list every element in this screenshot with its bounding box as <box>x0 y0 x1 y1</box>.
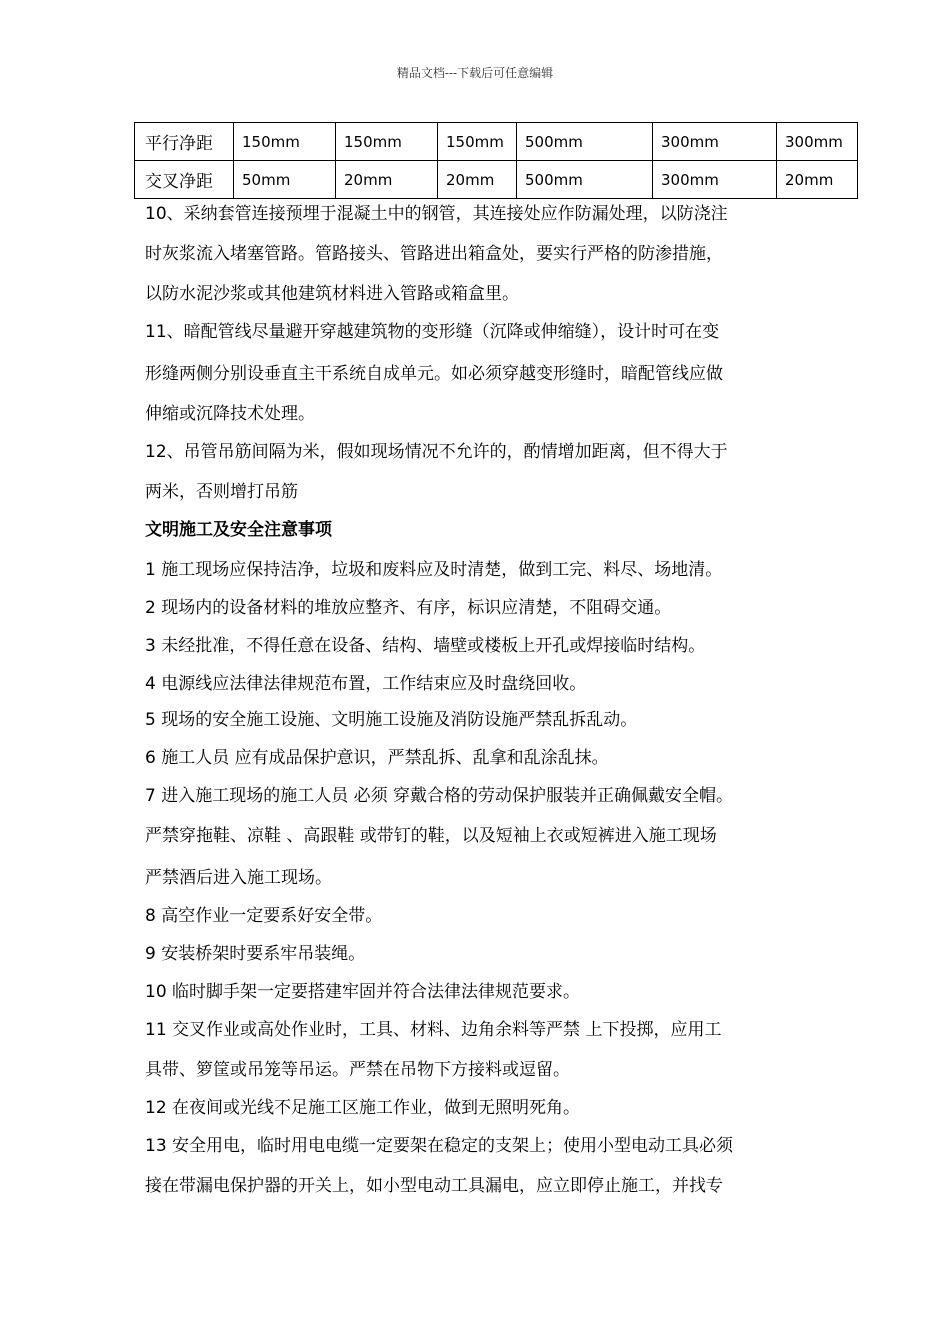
table-cell: 500mm <box>517 161 653 199</box>
table-cell: 20mm <box>336 161 438 199</box>
spacing-table <box>134 122 858 199</box>
paragraph-line: 11、暗配管线尽量避开穿越建筑物的变形缝（沉降或伸缩缝），设计时可在变 <box>145 322 720 342</box>
paragraph-line: 严禁穿拖鞋、凉鞋 、高跟鞋 或带钉的鞋，以及短袖上衣或短裤进入施工现场 <box>145 826 717 846</box>
table-cell: 20mm <box>438 161 517 199</box>
table-cell: 150mm <box>438 123 517 161</box>
paragraph-line: 12 在夜间或光线不足施工区施工作业，做到无照明死角。 <box>145 1098 581 1118</box>
paragraph-line: 6 施工人员 应有成品保护意识，严禁乱拆、乱拿和乱涂乱抹。 <box>145 748 609 768</box>
paragraph-line: 9 安装桥架时要系牢吊装绳。 <box>145 944 366 964</box>
table-cell: 300mm <box>653 123 777 161</box>
paragraph-line: 10、采纳套管连接预埋于混凝土中的钢管，其连接处应作防漏处理，以防浇注 <box>145 204 728 224</box>
paragraph-line: 2 现场内的设备材料的堆放应整齐、有序，标识应清楚，不阻碍交通。 <box>145 598 672 618</box>
paragraph-line: 3 未经批准，不得任意在设备、结构、墙壁或楼板上开孔或焊接临时结构。 <box>145 636 706 656</box>
table-cell: 300mm <box>777 123 858 161</box>
row-label: 平行净距 <box>135 123 234 161</box>
row-label: 交叉净距 <box>135 161 234 199</box>
paragraph-line: 两米，否则增打吊筋 <box>145 482 298 502</box>
paragraph-line: 7 进入施工现场的施工人员 必须 穿戴合格的劳动保护服装并正确佩戴安全帽。 <box>145 786 734 806</box>
paragraph-line: 时灰浆流入堵塞管路。管路接头、管路进出箱盒处，要实行严格的防渗措施， <box>145 244 723 264</box>
paragraph-line: 8 高空作业一定要系好安全带。 <box>145 906 383 926</box>
paragraph-line: 13 安全用电，临时用电电缆一定要架在稳定的支架上；使用小型电动工具必须 <box>145 1136 734 1156</box>
table-cell: 150mm <box>234 123 336 161</box>
table-row <box>135 123 858 161</box>
paragraph-line: 1 施工现场应保持洁净，垃圾和废料应及时清楚，做到工完、料尽、场地清。 <box>145 560 723 580</box>
page-header: 精品文档---下载后可任意编辑 <box>396 66 554 80</box>
table-row <box>135 161 858 199</box>
table-cell: 50mm <box>234 161 336 199</box>
paragraph-line: 严禁酒后进入施工现场。 <box>145 868 332 888</box>
table-cell: 300mm <box>653 161 777 199</box>
paragraph-line: 形缝两侧分别设垂直主干系统自成单元。如必须穿越变形缝时，暗配管线应做 <box>145 364 723 384</box>
paragraph-line: 以防水泥沙浆或其他建筑材料进入管路或箱盒里。 <box>145 284 519 304</box>
paragraph-line: 5 现场的安全施工设施、文明施工设施及消防设施严禁乱拆乱动。 <box>145 710 638 730</box>
paragraph-line: 接在带漏电保护器的开关上，如小型电动工具漏电，应立即停止施工，并找专 <box>145 1176 723 1196</box>
paragraph-line: 具带、箩筐或吊笼等吊运。严禁在吊物下方接料或逗留。 <box>145 1060 570 1080</box>
table-cell: 20mm <box>777 161 858 199</box>
paragraph-line: 11 交叉作业或高处作业时，工具、材料、边角余料等严禁 上下投掷，应用工 <box>145 1020 722 1040</box>
section-heading: 文明施工及安全注意事项 <box>145 520 332 540</box>
paragraph-line: 12、吊管吊筋间隔为米，假如现场情况不允许的，酌情增加距离，但不得大于 <box>145 442 728 462</box>
paragraph-line: 伸缩或沉降技术处理。 <box>145 404 315 424</box>
paragraph-line: 10 临时脚手架一定要搭建牢固并符合法律法律规范要求。 <box>145 982 581 1002</box>
paragraph-line: 4 电源线应法律法律规范布置，工作结束应及时盘绕回收。 <box>145 674 587 694</box>
table-cell: 150mm <box>336 123 438 161</box>
table-cell: 500mm <box>517 123 653 161</box>
